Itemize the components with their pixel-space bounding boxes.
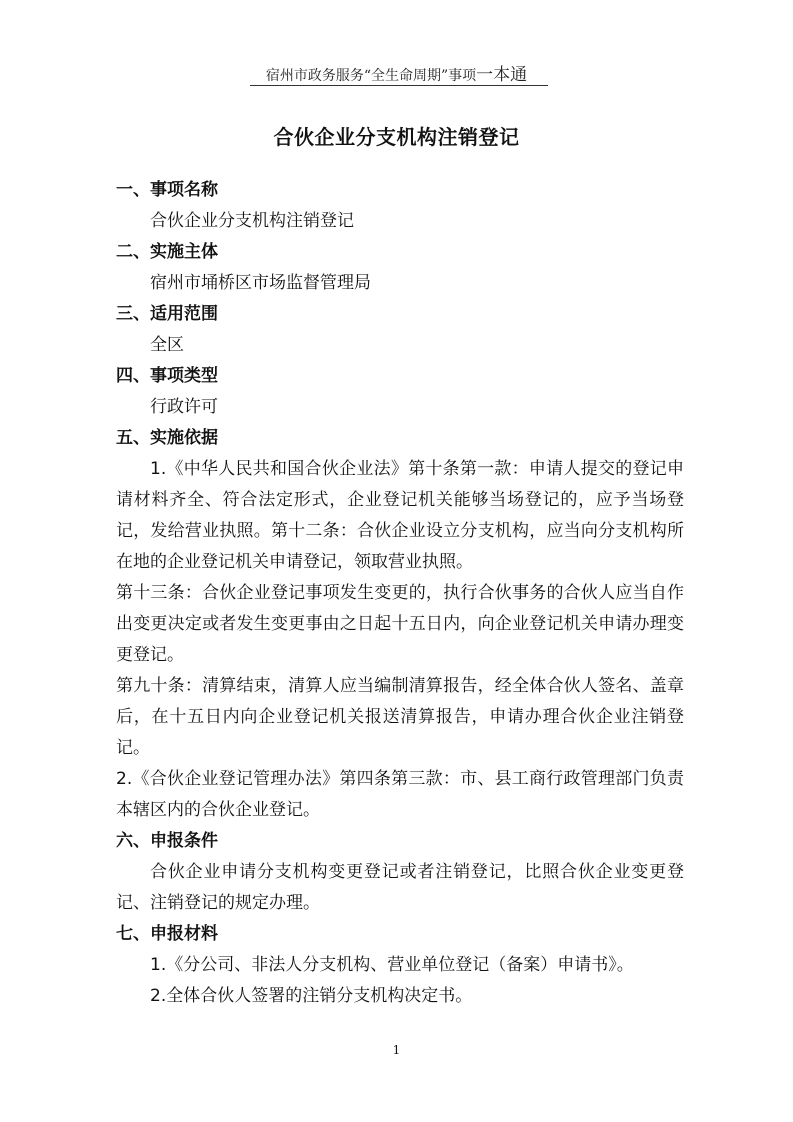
section-value-scope: 全区: [150, 335, 184, 355]
document-title: 合伙企业分支机构注销登记: [273, 125, 520, 149]
conditions-paragraph: 合伙企业申请分支机构变更登记或者注销登记，比照合伙企业变更登记、注销登记的规定办理。: [116, 862, 684, 913]
running-header: [0, 60, 793, 85]
document-body: [116, 175, 684, 1012]
section-heading-item-type: 四、事项类型: [116, 366, 218, 386]
section-value-implementing-body: 宿州市埇桥区市场监督管理局: [150, 273, 371, 293]
section-heading-conditions: 六、申报条件: [116, 831, 218, 851]
legal-basis-paragraph: 第九十条：清算结束，清算人应当编制清算报告，经全体合伙人签名、盖章后，在十五日内向企业登记机关报送清算报告，申请办理合伙企业注销登记。: [116, 676, 684, 758]
running-header-text-big: 一本通: [476, 65, 528, 85]
section-heading-materials: 七、申报材料: [116, 924, 218, 944]
section-value-item-name: 合伙企业分支机构注销登记: [150, 211, 354, 231]
running-header-text: 宿州市政务服务“全生命周期”事项: [265, 68, 477, 84]
page-number: 1: [392, 1043, 401, 1057]
section-heading-implementing-body: 二、实施主体: [116, 242, 218, 262]
legal-basis-paragraph: 2.《合伙企业登记管理办法》第四条第三款：市、县工商行政管理部门负责本辖区内的合伙企业登记。: [116, 769, 684, 820]
section-heading-legal-basis: 五、实施依据: [116, 428, 218, 448]
section-heading-item-name: 一、事项名称: [116, 180, 218, 200]
materials-list-item: 2.全体合伙人签署的注销分支机构决定书。: [150, 986, 473, 1006]
header-underline: [250, 85, 548, 86]
materials-list-item: 1.《分公司、非法人分支机构、营业单位登记（备案）申请书》。: [150, 955, 634, 975]
section-heading-scope: 三、适用范围: [116, 304, 218, 324]
legal-basis-paragraph: 1.《中华人民共和国合伙企业法》第十条第一款：申请人提交的登记申请材料齐全、符合法定形式，企业登记机关能够当场登记的，应予当场登记，发给营业执照。第十二条：合伙企业设立分支机构，应当向分支机构所在地的企业登记机关申请登记，领取营业执照。: [116, 459, 684, 572]
legal-basis-paragraph: 第十三条：合伙企业登记事项发生变更的，执行合伙事务的合伙人应当自作出变更决定或者发生变更事由之日起十五日内，向企业登记机关申请办理变更登记。: [116, 583, 684, 665]
section-value-item-type: 行政许可: [150, 397, 218, 417]
